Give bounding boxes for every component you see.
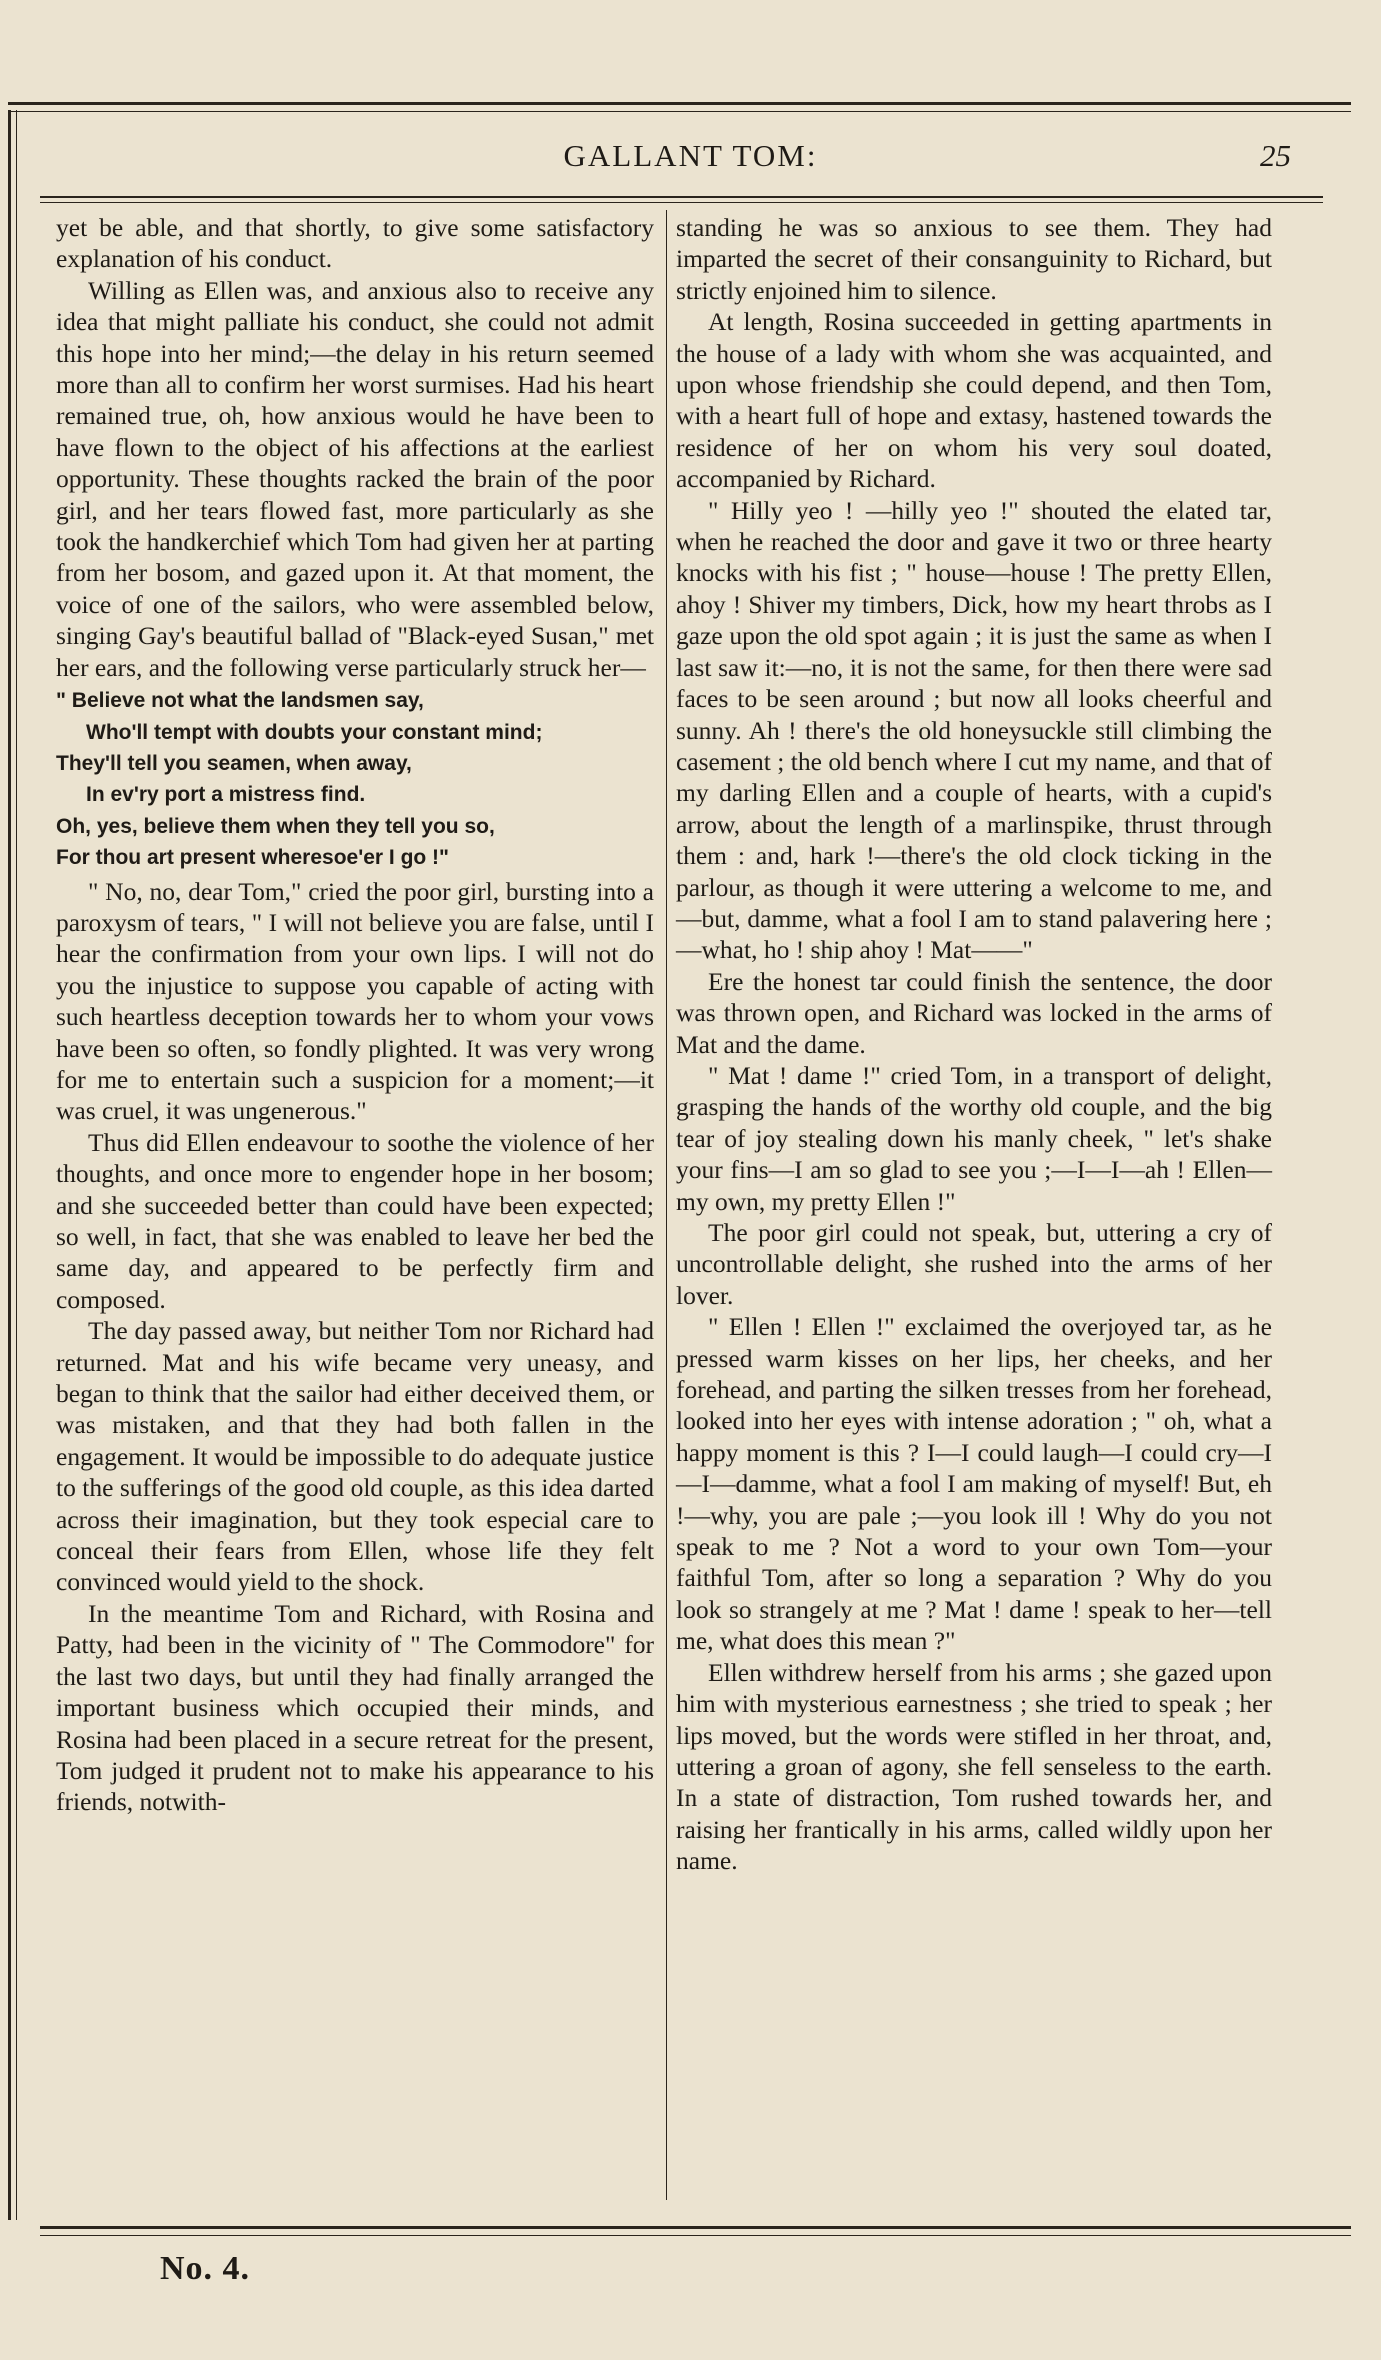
verse-line: In ev'ry port a mistress find. [86, 783, 366, 807]
paragraph: " Mat ! dame !" cried Tom, in a transport of delight, grasping the hands of the worthy old couple, and the big tear of joy stealing down his manly cheek, " let's shake your fins—I am so glad to see you ;—I—I—ah ! Ellen—my own, my pretty Ellen !" [676, 1060, 1272, 1216]
paragraph: Thus did Ellen endeavour to soothe the violence of her thoughts, and once more to engender hope in her bosom; and she succeeded better than could have been expected; so well, in fact, that she was enabled to leave her bed the same day, and appeared to be perfectly firm and composed. [56, 1127, 654, 1314]
left-border-rule [8, 110, 17, 2220]
paragraph: " Hilly yeo ! —hilly yeo !" shouted the elated tar, when he reached the door and gave it two or three hearty knocks with his fist ; " house—house ! The pretty Ellen, ahoy ! Shiver my timbers, Dick, how my heart throbs as I gaze upon the old spot again ; it is just the same as when I last saw it:—no, it is not the same, for then there were sad faces to be seen around ; but now all looks cheerful and sunny. Ah ! there's the old honeysuckle still climbing the casement ; the old bench where I cut my name, and that of my darling Ellen and a couple of hearts, with a cupid's arrow, about the length of a marlinspike, thrust through them : and, hark !—there's the old clock ticking in the parlour, as though it were uttering a welcome to me, and—but, damme, what a fool I am to stand palavering here ;—what, ho ! ship ahoy ! Mat——" [676, 495, 1272, 965]
left-column [56, 212, 654, 1818]
paragraph: Willing as Ellen was, and anxious also to receive any idea that might palliate his conduct, she could not admit this hope into her mind;—the delay in his return seemed more than all to confirm her worst surmises. Had his heart remained true, oh, how anxious would he have been to have flown to the object of his affections at the earliest opportunity. These thoughts racked the brain of the poor girl, and her tears flowed fast, more particularly as she took the handkerchief which Tom had given her at parting from her bosom, and gazed upon it. At that moment, the voice of one of the sailors, who were assembled below, singing Gay's beautiful ballad of "Black-eyed Susan," met her ears, and the following verse particularly struck her— [56, 275, 654, 682]
signature-mark: No. 4. [160, 2250, 251, 2287]
verse-line: Who'll tempt with doubts your constant mind; [86, 720, 543, 744]
top-border-rule [8, 102, 1351, 112]
paragraph: " Ellen ! Ellen !" exclaimed the overjoyed tar, as he pressed warm kisses on her lips, her cheeks, and her forehead, and parting the silken tresses from her forehead, looked into her eyes with intense adoration ; " oh, what a happy moment is this ? I—I could laugh—I could cry—I—I—damme, what a fool I am making of myself! But, eh !—why, you are pale ;—you look ill ! Why do you not speak to me ? Not a word to your own Tom—your faithful Tom, after so long a separation ? Why do you look so strangely at me ? Mat ! dame ! speak to her—tell me, what does this mean ?" [676, 1312, 1272, 1656]
verse-line: Oh, yes, believe them when they tell you so, [56, 814, 495, 838]
paragraph: " No, no, dear Tom," cried the poor girl, bursting into a paroxysm of tears, " I will not believe you are false, until I hear the confirmation from your own lips. I will not do you the injustice to suppose you capable of acting with such heartless deception towards her to whom your vows have been so often, so fondly plighted. It was very wrong for me to entertain such a suspicion for a moment;—it was cruel, it was ungenerous." [56, 876, 654, 1126]
paragraph: yet be able, and that shortly, to give some satisfactory explanation of his conduct. [56, 213, 654, 274]
paragraph: At length, Rosina succeeded in getting apartments in the house of a lady with whom she was acquainted, and upon whose friendship she could depend, and then Tom, with a heart full of hope and extasy, hastened towards the residence of her on whom his very soul doated, accompanied by Richard. [676, 307, 1272, 494]
paragraph: The poor girl could not speak, but, uttering a cry of uncontrollable delight, she rushed into the arms of her lover. [676, 1218, 1272, 1310]
right-column [676, 212, 1272, 1877]
verse-line: They'll tell you seamen, when away, [56, 751, 412, 775]
header-rule [40, 196, 1323, 203]
bottom-border-rule [40, 2226, 1351, 2236]
paragraph: The day passed away, but neither Tom nor Richard had returned. Mat and his wife became very uneasy, and began to think that the sailor had either deceived them, or was mistaken, and that they had both fallen in the engagement. It would be impossible to do adequate justice to the sufferings of the good old couple, as this idea darted across their imagination, but they took especial care to conceal their fears from Ellen, whose life they felt convinced would yield to the shock. [56, 1316, 654, 1597]
paragraph: In the meantime Tom and Richard, with Rosina and Patty, had been in the vicinity of " The Commodore" for the last two days, but until they had finally arranged the important business which occupied their minds, and Rosina had been placed in a secure retreat for the present, Tom judged it prudent not to make his appearance to his friends, notwith- [56, 1598, 654, 1817]
page-number: 25 [1260, 138, 1291, 173]
paragraph: standing he was so anxious to see them. They had imparted the secret of their consanguinity to Richard, but strictly enjoined him to silence. [676, 213, 1272, 305]
verse-line: For thou art present wheresoe'er I go !" [56, 846, 450, 870]
paragraph: Ere the honest tar could finish the sentence, the door was thrown open, and Richard was locked in the arms of Mat and the dame. [676, 966, 1272, 1059]
column-divider [666, 210, 667, 2200]
paragraph: Ellen withdrew herself from his arms ; she gazed upon him with mysterious earnestness ; she tried to speak ; her lips moved, but the words were stifled in her throat, and, uttering a groan of agony, she fell senseless to the earth. In a state of distraction, Tom rushed towards her, and raising her frantically in his arms, called wildly upon her name. [676, 1657, 1272, 1876]
verse-line: " Believe not what the landsmen say, [56, 689, 424, 713]
running-head-title: GALLANT TOM: [563, 138, 818, 173]
ballad-verse [56, 685, 654, 873]
